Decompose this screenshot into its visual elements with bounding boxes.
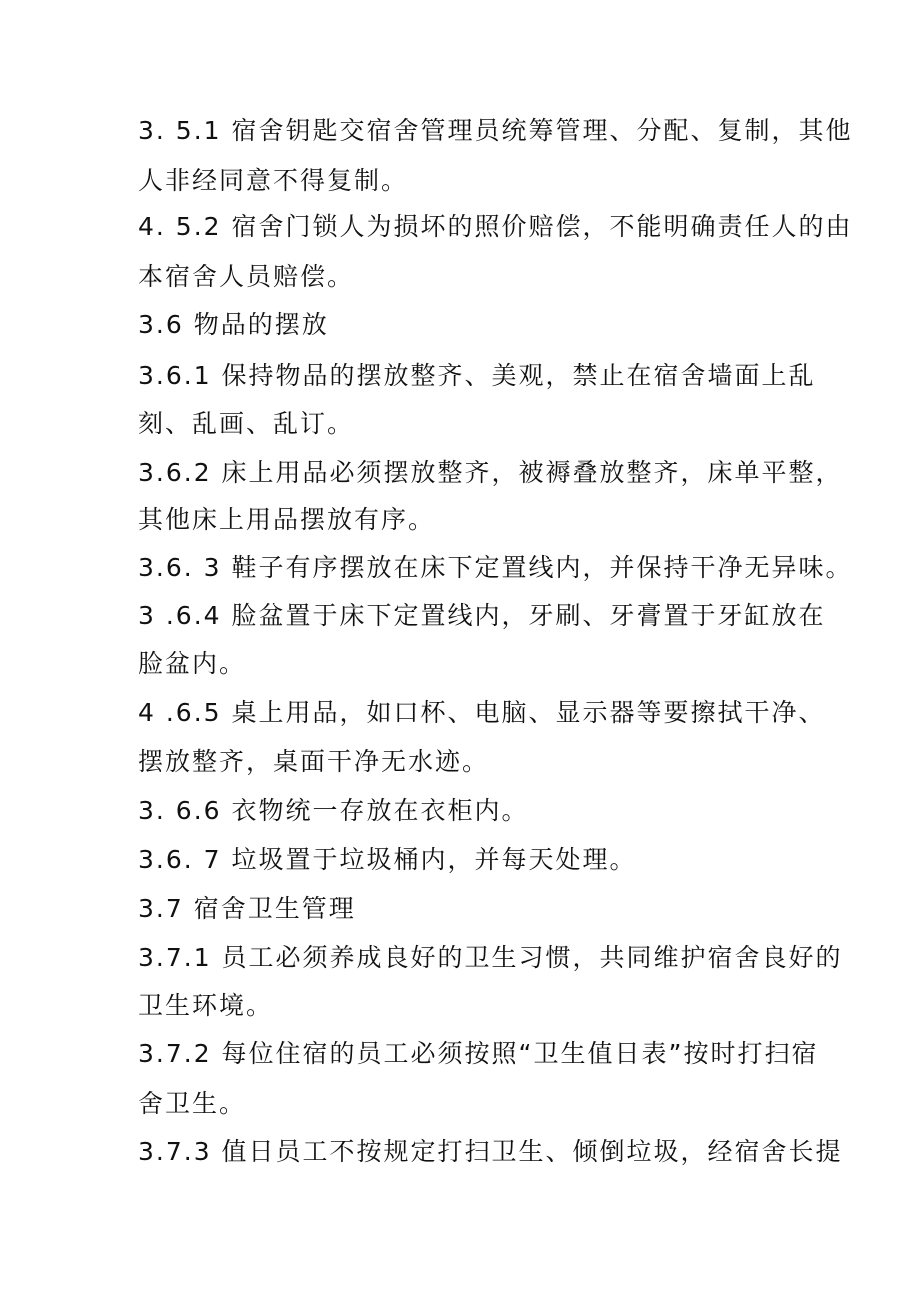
text-line-21: 舍卫生。 — [138, 1089, 247, 1118]
text-line-18: 3.7.1 员工必须养成良好的卫生习惯，共同维护宿舍良好的 — [138, 943, 843, 972]
text-line-10: 3.6. 3 鞋子有序摆放在床下定置线内，并保持干净无异味。 — [138, 553, 853, 582]
text-line-17: 3.7 宿舍卫生管理 — [138, 894, 356, 923]
text-line-15: 3. 6.6 衣物统一存放在衣柜内。 — [138, 796, 529, 825]
text-line-3: 4. 5.2 宿舍门锁人为损坏的照价赔偿，不能明确责任人的由 — [138, 212, 853, 241]
text-line-9: 其他床上用品摆放有序。 — [138, 505, 436, 534]
text-line-22: 3.7.3 值日员工不按规定打扫卫生、倾倒垃圾，经宿舍长提 — [138, 1137, 843, 1166]
text-line-8: 3.6.2 床上用品必须摆放整齐，被褥叠放整齐，床单平整， — [138, 458, 843, 487]
text-line-13: 4 .6.5 桌上用品，如口杯、电脑、显示器等要擦拭干净、 — [138, 698, 826, 727]
text-line-1: 3. 5.1 宿舍钥匙交宿舍管理员统筹管理、分配、复制，其他 — [138, 116, 853, 145]
text-line-4: 本宿舍人员赔偿。 — [138, 262, 355, 291]
text-line-11: 3 .6.4 脸盆置于床下定置线内，牙刷、牙膏置于牙缸放在 — [138, 601, 826, 630]
text-line-6: 3.6.1 保持物品的摆放整齐、美观，禁止在宿舍墙面上乱 — [138, 361, 816, 390]
text-line-2: 人非经同意不得复制。 — [138, 166, 409, 195]
text-line-19: 卫生环境。 — [138, 991, 274, 1020]
text-line-14: 摆放整齐，桌面干净无水迹。 — [138, 747, 490, 776]
text-line-12: 脸盆内。 — [138, 649, 247, 678]
text-line-7: 刻、乱画、乱订。 — [138, 409, 355, 438]
text-line-20: 3.7.2 每位住宿的员工必须按照“卫生值日表”按时打扫宿 — [138, 1039, 819, 1068]
text-line-5: 3.6 物品的摆放 — [138, 310, 329, 339]
text-line-16: 3.6. 7 垃圾置于垃圾桶内，并每天处理。 — [138, 845, 637, 874]
